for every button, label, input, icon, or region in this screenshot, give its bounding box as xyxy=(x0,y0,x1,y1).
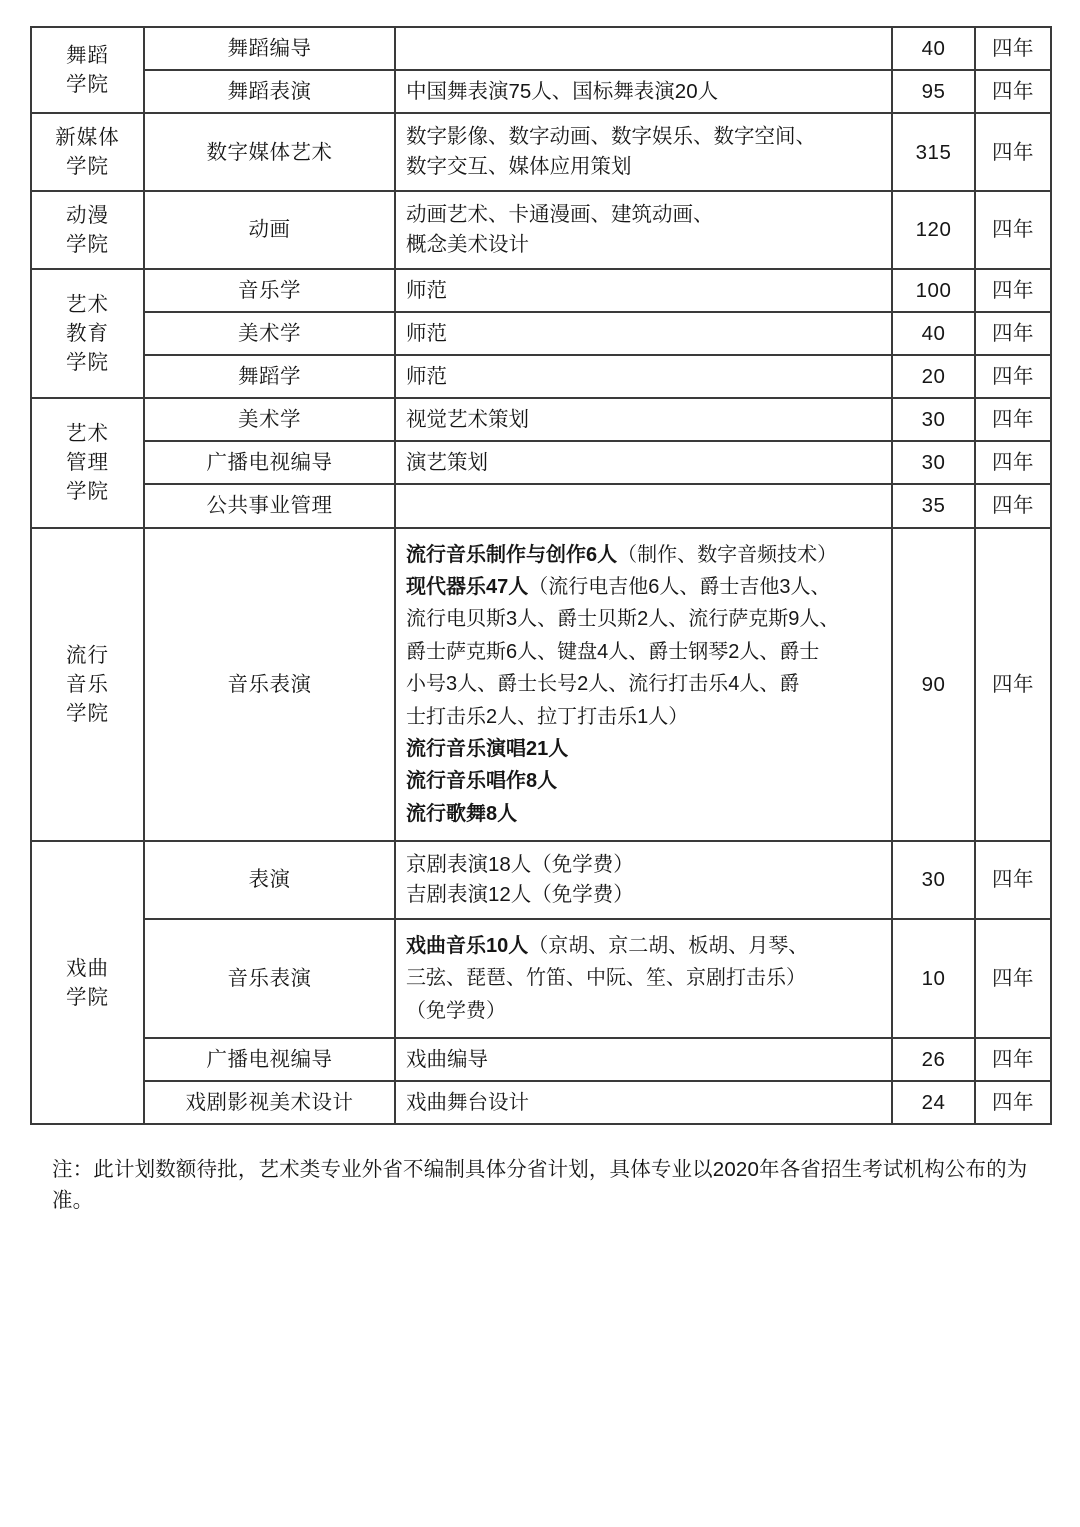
major-cell: 舞蹈编导 xyxy=(144,27,395,70)
direction-line xyxy=(406,603,881,635)
study-years-cell: 四年 xyxy=(975,528,1051,842)
direction-detail: 小号3人、爵士长号2人、流行打击乐4人、爵 xyxy=(406,673,800,696)
table-row xyxy=(31,312,1051,355)
direction-cell xyxy=(395,398,892,441)
table-row xyxy=(31,70,1051,113)
college-name-line: 学院 xyxy=(66,73,109,97)
table-row xyxy=(31,269,1051,312)
plan-number-cell: 10 xyxy=(892,919,975,1038)
direction-line: 京剧表演18人（免学费） xyxy=(406,853,634,877)
study-years-cell: 四年 xyxy=(975,191,1051,269)
table-row xyxy=(31,919,1051,1038)
college-cell xyxy=(31,269,144,398)
table-row xyxy=(31,528,1051,842)
direction-line xyxy=(406,571,881,603)
study-years-cell: 四年 xyxy=(975,398,1051,441)
college-name-line: 学院 xyxy=(66,701,109,725)
plan-number-cell: 40 xyxy=(892,312,975,355)
college-name-line: 流行 xyxy=(66,643,109,667)
major-cell: 音乐学 xyxy=(144,269,395,312)
direction-cell xyxy=(395,191,892,269)
direction-line xyxy=(406,539,881,571)
plan-number-cell: 120 xyxy=(892,191,975,269)
direction-cell xyxy=(395,1081,892,1124)
direction-heading: 流行歌舞8人 xyxy=(406,802,518,825)
plan-number-cell: 30 xyxy=(892,441,975,484)
table-row xyxy=(31,398,1051,441)
direction-heading: 现代器乐47人 xyxy=(406,575,529,598)
direction-line: 数字影像、数字动画、数字娱乐、数字空间、 xyxy=(406,125,816,149)
college-name-line: 音乐 xyxy=(66,672,109,696)
college-name-line: 学院 xyxy=(66,232,109,256)
table-row xyxy=(31,113,1051,191)
major-cell: 美术学 xyxy=(144,398,395,441)
major-cell: 戏剧影视美术设计 xyxy=(144,1081,395,1124)
direction-line xyxy=(406,668,881,700)
direction-heading: 流行音乐唱作8人 xyxy=(406,770,558,793)
college-cell xyxy=(31,191,144,269)
college-name-line: 戏曲 xyxy=(66,956,109,980)
direction-cell xyxy=(395,1038,892,1081)
college-name-line: 艺术 xyxy=(66,292,109,316)
table-row xyxy=(31,441,1051,484)
direction-detail: （京胡、京二胡、板胡、月琴、 xyxy=(528,934,809,957)
direction-line xyxy=(406,962,881,994)
table-row xyxy=(31,355,1051,398)
enrollment-plan-table xyxy=(30,26,1052,1125)
direction-line xyxy=(406,995,881,1027)
study-years-cell: 四年 xyxy=(975,70,1051,113)
direction-line xyxy=(406,636,881,668)
plan-number-cell: 90 xyxy=(892,528,975,842)
major-cell: 广播电视编导 xyxy=(144,1038,395,1081)
major-cell: 广播电视编导 xyxy=(144,441,395,484)
direction-line: 师范 xyxy=(406,278,447,302)
plan-number-cell: 30 xyxy=(892,841,975,919)
major-cell: 公共事业管理 xyxy=(144,484,395,527)
table-row xyxy=(31,27,1051,70)
direction-cell xyxy=(395,113,892,191)
direction-cell xyxy=(395,441,892,484)
college-cell xyxy=(31,113,144,191)
plan-number-cell: 35 xyxy=(892,484,975,527)
plan-number-cell: 20 xyxy=(892,355,975,398)
college-name-line: 动漫 xyxy=(66,203,109,227)
direction-line xyxy=(406,765,881,797)
direction-detail: 三弦、琵琶、竹笛、中阮、笙、京剧打击乐） xyxy=(406,967,806,990)
direction-line: 师范 xyxy=(406,322,447,346)
plan-number-cell: 40 xyxy=(892,27,975,70)
direction-heading: 戏曲音乐10人 xyxy=(406,934,529,957)
study-years-cell: 四年 xyxy=(975,1081,1051,1124)
table-row xyxy=(31,1081,1051,1124)
direction-detail: （免学费） xyxy=(406,999,506,1022)
major-cell: 动画 xyxy=(144,191,395,269)
study-years-cell: 四年 xyxy=(975,27,1051,70)
study-years-cell: 四年 xyxy=(975,1038,1051,1081)
major-cell: 数字媒体艺术 xyxy=(144,113,395,191)
college-name-line: 学院 xyxy=(66,480,109,504)
college-name-line: 教育 xyxy=(66,322,109,346)
table-footnote: 注：此计划数额待批，艺术类专业外省不编制具体分省计划，具体专业以2020年各省招生考试机构公布的为准。 xyxy=(52,1158,1028,1213)
plan-number-cell: 30 xyxy=(892,398,975,441)
college-cell xyxy=(31,841,144,1124)
college-cell xyxy=(31,27,144,113)
college-cell xyxy=(31,398,144,527)
study-years-cell: 四年 xyxy=(975,841,1051,919)
direction-heading: 流行音乐演唱21人 xyxy=(406,737,569,760)
major-cell: 舞蹈学 xyxy=(144,355,395,398)
study-years-cell: 四年 xyxy=(975,919,1051,1038)
direction-cell xyxy=(395,269,892,312)
college-name-line: 艺术 xyxy=(66,422,109,446)
direction-cell xyxy=(395,528,892,842)
major-cell: 音乐表演 xyxy=(144,919,395,1038)
plan-number-cell: 315 xyxy=(892,113,975,191)
college-name-line: 新媒体 xyxy=(55,126,120,150)
direction-cell xyxy=(395,355,892,398)
direction-line xyxy=(406,798,881,830)
table-body xyxy=(31,27,1051,1124)
direction-cell xyxy=(395,841,892,919)
direction-line: 数字交互、媒体应用策划 xyxy=(406,155,632,179)
direction-detail: 流行电贝斯3人、爵士贝斯2人、流行萨克斯9人、 xyxy=(406,608,840,631)
direction-line: 戏曲编导 xyxy=(406,1048,488,1072)
plan-number-cell: 100 xyxy=(892,269,975,312)
table-row xyxy=(31,841,1051,919)
direction-line: 中国舞表演75人、国标舞表演20人 xyxy=(406,80,719,104)
table-row xyxy=(31,1038,1051,1081)
study-years-cell: 四年 xyxy=(975,312,1051,355)
direction-heading: 流行音乐制作与创作6人 xyxy=(406,543,618,566)
direction-line: 戏曲舞台设计 xyxy=(406,1091,529,1115)
direction-cell xyxy=(395,27,892,70)
table-row xyxy=(31,484,1051,527)
study-years-cell: 四年 xyxy=(975,441,1051,484)
college-name-line: 学院 xyxy=(66,351,109,375)
direction-detail: （流行电吉他6人、爵士吉他3人、 xyxy=(528,575,831,598)
direction-line: 概念美术设计 xyxy=(406,232,529,256)
major-cell: 表演 xyxy=(144,841,395,919)
college-name-line: 舞蹈 xyxy=(66,44,109,67)
college-cell xyxy=(31,528,144,842)
direction-line: 动画艺术、卡通漫画、建筑动画、 xyxy=(406,203,714,227)
direction-line xyxy=(406,930,881,962)
study-years-cell: 四年 xyxy=(975,113,1051,191)
college-name-line: 管理 xyxy=(66,451,109,475)
direction-line: 吉剧表演12人（免学费） xyxy=(406,883,634,906)
table-row xyxy=(31,191,1051,269)
direction-detail: 爵士萨克斯6人、键盘4人、爵士钢琴2人、爵士 xyxy=(406,640,820,663)
direction-detail: （制作、数字音频技术） xyxy=(617,543,838,566)
major-cell: 美术学 xyxy=(144,312,395,355)
direction-line: 师范 xyxy=(406,365,447,389)
college-name-line: 学院 xyxy=(66,155,109,179)
direction-line: 演艺策划 xyxy=(406,451,488,475)
major-cell: 音乐表演 xyxy=(144,528,395,842)
study-years-cell: 四年 xyxy=(975,355,1051,398)
direction-detail: 士打击乐2人、拉丁打击乐1人） xyxy=(406,705,689,728)
plan-number-cell: 95 xyxy=(892,70,975,113)
direction-cell xyxy=(395,919,892,1038)
direction-cell xyxy=(395,312,892,355)
direction-line xyxy=(406,701,881,733)
direction-line xyxy=(406,733,881,765)
direction-cell xyxy=(395,70,892,113)
direction-line: 视觉艺术策划 xyxy=(406,408,529,432)
direction-cell xyxy=(395,484,892,527)
major-cell: 舞蹈表演 xyxy=(144,70,395,113)
study-years-cell: 四年 xyxy=(975,484,1051,527)
plan-number-cell: 26 xyxy=(892,1038,975,1081)
plan-number-cell: 24 xyxy=(892,1081,975,1124)
college-name-line: 学院 xyxy=(66,985,109,1009)
study-years-cell: 四年 xyxy=(975,269,1051,312)
